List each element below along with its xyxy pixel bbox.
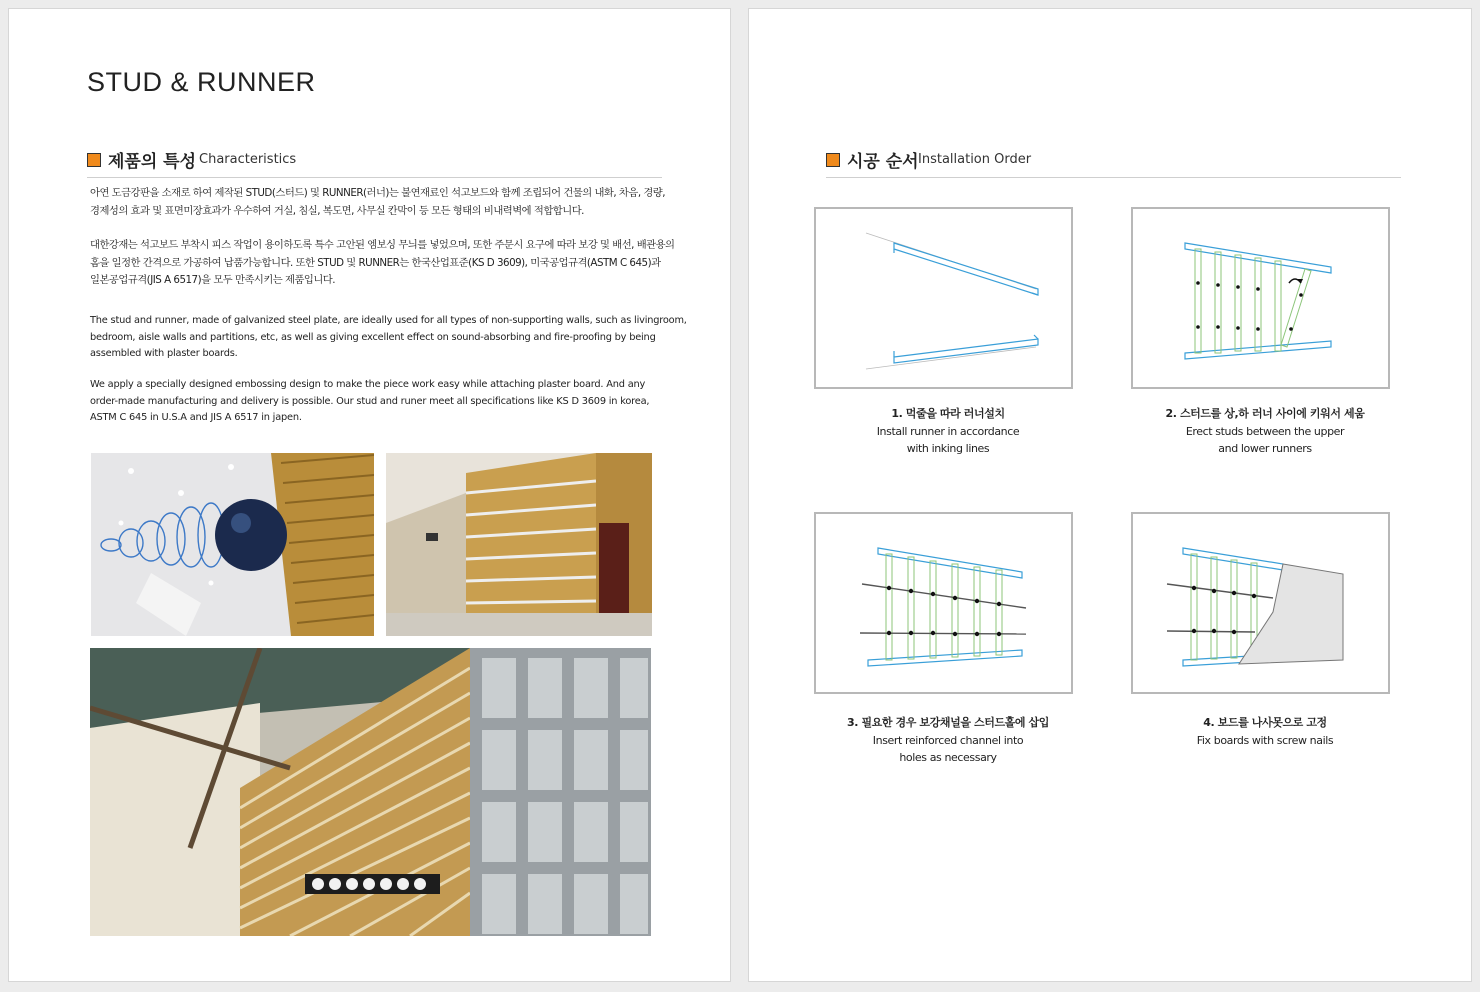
text-line: order-made manufacturing and delivery is possible. Our stud and runer meet all specifications like KS D 3609 in korea, [90,395,650,407]
step-2-desc-line: and lower runners [1218,442,1312,455]
step-2-title: 2. 스터드를 상,하 러너 사이에 키워서 세움 [1165,407,1365,420]
text-line: 홈을 일정한 간격으로 가공하여 납품가능합니다. 또한 STUD 및 RUNNER는 한국산업표준(KS D 3609), 미국공업규격(ASTM C 645)과 [90,256,661,269]
photo-ceiling-sculpture [91,453,374,636]
step-4-title: 4. 보드를 나사못으로 고정 [1203,716,1327,729]
photo-lobby-wall [386,453,652,636]
step-1-caption [798,405,1098,458]
section-square-icon [87,153,101,167]
text-line: 아연 도금강판을 소재로 하여 제작된 STUD(스터드) 및 RUNNER(러너)는 불연재료인 석고보드와 함께 조립되어 건물의 내화, 차음, 경량, [90,187,666,199]
step-3-desc-line: holes as necessary [899,751,997,764]
korean-paragraph-2 [90,237,690,290]
text-line: assembled with plaster boards. [90,348,238,360]
step-2-caption [1115,405,1415,458]
installation-heading-ko: 시공 순서 [847,152,919,172]
korean-paragraph-1 [90,185,690,220]
step-1-desc-line: Install runner in accordance [876,424,1020,438]
page-title: STUD & RUNNER [87,67,316,97]
characteristics-heading-en: Characteristics [199,152,297,167]
text-line: The stud and runner, made of galvanized steel plate, are ideally used for all types of non-supporting walls, such as livingroom, [90,315,687,326]
step-2-diagram [1131,207,1390,389]
right-page [748,8,1472,982]
step-3-diagram [814,512,1073,694]
step-4-caption [1115,714,1415,749]
english-paragraph-2 [90,377,690,427]
section-square-icon [826,153,840,167]
installation-heading-en: Installation Order [918,152,1032,167]
characteristics-heading-ko: 제품의 특성 [108,152,197,172]
text-line: We apply a specially designed embossing design to make the piece work easy while attaching plaster board. And any [90,379,646,390]
step-1-desc-line: with inking lines [906,442,990,455]
step-1-diagram [814,207,1073,389]
left-page [8,8,731,982]
step-2-desc-line: Erect studs between the upper [1185,424,1345,438]
text-line: 경제성의 효과 및 표면미장효과가 우수하여 거실, 침실, 복도면, 사무실 칸막이 등 모든 형태의 비내력벽에 적합합니다. [90,204,584,217]
step-1-title: 1. 먹줄을 따라 러너설치 [891,407,1005,420]
step-3-title: 3. 필요한 경우 보강채널을 스터드홀에 삽입 [846,716,1050,729]
text-line: 일본공업규격(JIS A 6517)을 모두 만족시키는 제품입니다. [90,274,336,286]
characteristics-heading [87,149,662,178]
english-paragraph-1 [90,313,690,363]
installation-heading [826,149,1401,178]
step-4-diagram [1131,512,1390,694]
step-3-desc-line: Insert reinforced channel into [872,733,1024,747]
step-3-caption [798,714,1098,767]
photo-atrium [90,648,651,936]
text-line: bedroom, aisle walls and partitions, etc, as well as giving excellent effect on sound-absorbing and fire-proofing by being [90,331,656,343]
text-line: ASTM C 645 in U.S.A and JIS A 6517 in japen. [90,412,302,424]
text-line: 대한강재는 석고보드 부착시 피스 작업이 용이하도록 특수 고안된 엠보싱 무늬를 넣었으며, 또한 주문시 요구에 따라 보강 및 배선, 배관용의 [90,239,675,251]
step-4-desc-line: Fix boards with screw nails [1196,733,1334,747]
